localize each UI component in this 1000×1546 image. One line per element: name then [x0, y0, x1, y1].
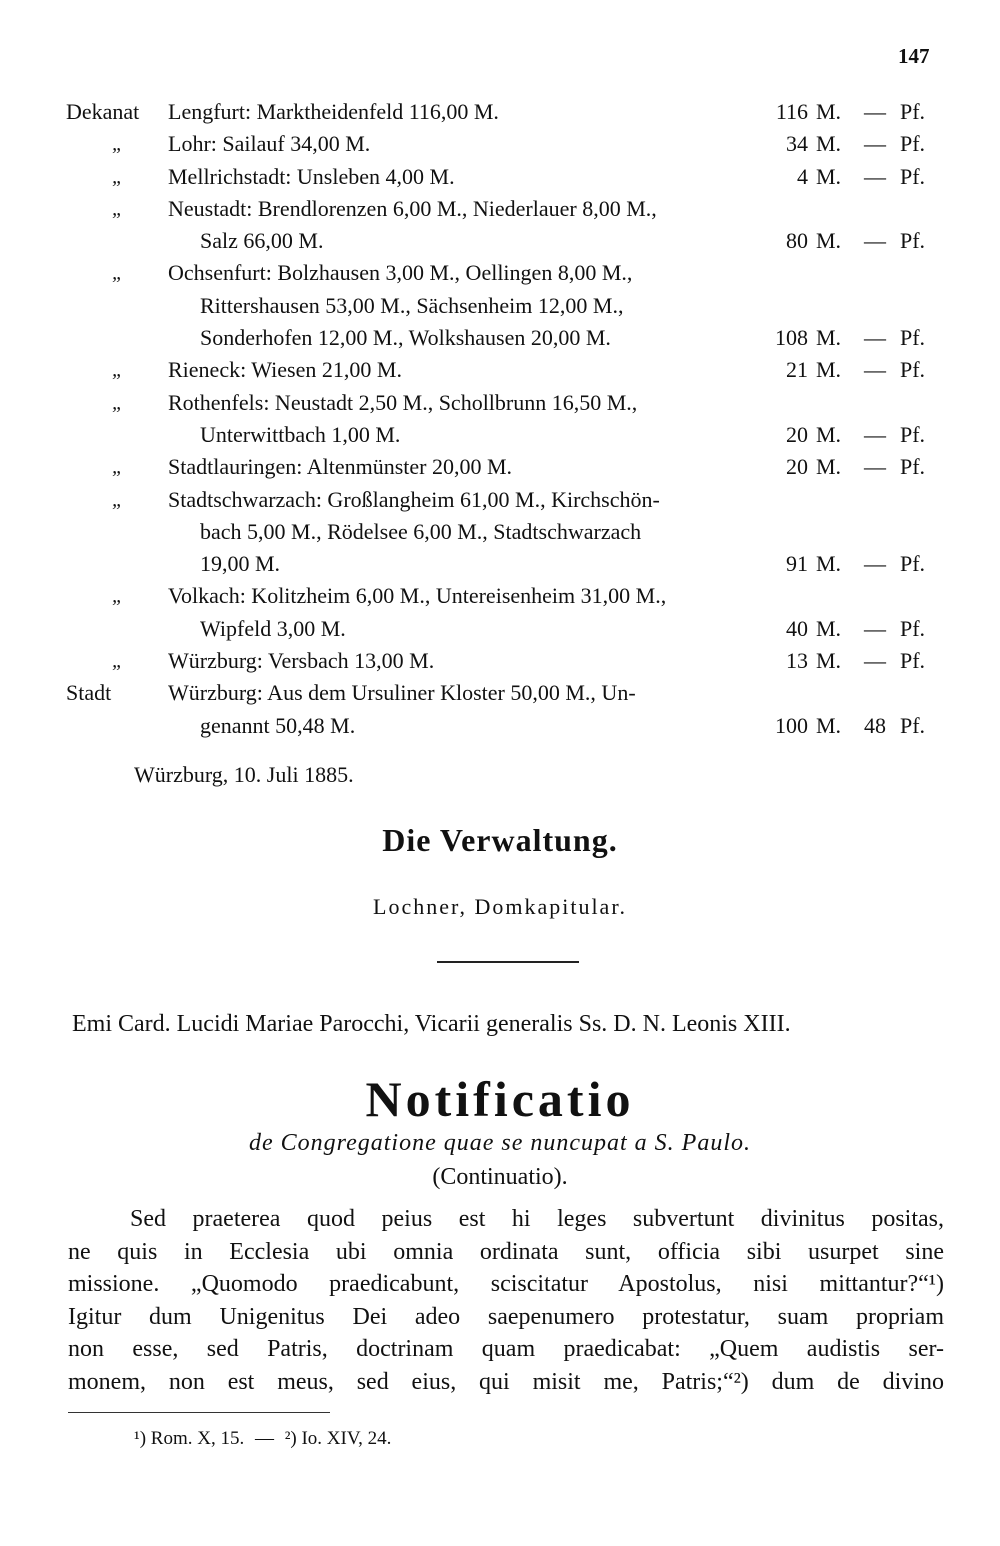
- amount-pfennig-value: —: [864, 163, 886, 189]
- ledger-row: [0, 387, 1000, 419]
- amount-number: 80: [786, 228, 808, 254]
- ledger-text: Mellrichstadt: Unsleben 4,00 M.: [168, 163, 455, 189]
- amount-unit: M.: [816, 551, 842, 577]
- notificatio-title: Notificatio: [365, 1071, 635, 1127]
- ledger-text: Rittershausen 53,00 M., Sächsenheim 12,00 M.,: [200, 292, 624, 318]
- body-line: non esse, sed Patris, doctrinam quam praedicabat: „Quem audistis ser-: [68, 1336, 944, 1362]
- ledger-amount: [768, 96, 946, 128]
- ledger-text: Lengfurt: Marktheidenfeld 116,00 M.: [168, 99, 499, 124]
- amount-pfennig-value: —: [864, 615, 886, 641]
- amount-pfennig-value: —: [864, 228, 886, 254]
- amount-pfennig-unit: Pf.: [900, 99, 926, 124]
- ledger-amount: [768, 613, 946, 645]
- amount-pfennig-value: —: [864, 421, 886, 447]
- ledger-text: Ochsenfurt: Bolzhausen 3,00 M., Oellingen 8,00 M.,: [168, 260, 633, 286]
- ledger-text: Volkach: Kolitzheim 6,00 M., Untereisenheim 31,00 M.,: [168, 583, 667, 609]
- ledger-text: Stadtlauringen: Altenmünster 20,00 M.: [168, 454, 513, 480]
- body-line: Igitur dum Unigenitus Dei adeo saepenumero protestatur, suam propriam: [68, 1303, 944, 1330]
- amount-unit: M.: [816, 131, 842, 157]
- ledger-row: [0, 677, 1000, 709]
- body-line: ne quis in Ecclesia ubi omnia ordinata sunt, officia sibi usurpet sine: [68, 1238, 944, 1265]
- ledger-prefix: Stadt: [66, 680, 112, 706]
- amount-unit: M.: [816, 712, 842, 738]
- footnote-rule: [68, 1412, 330, 1413]
- body-line: monem, non est meus, sed eius, qui misit me, Patris;“²) dum de divino: [68, 1368, 944, 1395]
- ledger-amount: [768, 354, 946, 386]
- body-line: Sed praeterea quod peius est hi leges subvertunt divinitus positas,: [130, 1206, 944, 1232]
- amount-pfennig-value: —: [864, 648, 886, 674]
- ledger-amount: [768, 710, 946, 742]
- amount-pfennig-unit: Pf.: [900, 357, 926, 383]
- amount-unit: M.: [816, 325, 842, 351]
- ledger-row: [0, 516, 1000, 548]
- amount-pfennig-value: —: [864, 357, 886, 383]
- ledger-row: [0, 257, 1000, 289]
- ledger-amount: [768, 451, 946, 483]
- footnotes: [134, 1428, 391, 1450]
- ditto-mark: „: [112, 165, 124, 188]
- ledger-text: 19,00 M.: [200, 551, 281, 577]
- notificatio-body: [68, 1203, 944, 1398]
- amount-pfennig-unit: Pf.: [900, 325, 926, 351]
- amount-number: 20: [786, 454, 808, 480]
- amount-pfennig-value: —: [864, 325, 886, 351]
- ditto-mark: „: [112, 650, 124, 673]
- ledger-text: Würzburg: Aus dem Ursuliner Kloster 50,00 M., Un-: [168, 680, 636, 706]
- ledger-row: [0, 96, 1000, 128]
- amount-pfennig-value: 48: [864, 712, 886, 738]
- ledger-amount: [768, 225, 946, 257]
- notificatio-heading: Emi Card. Lucidi Mariae Parocchi, Vicarii generalis Ss. D. N. Leonis XIII.: [72, 1011, 791, 1037]
- ditto-mark: „: [112, 359, 124, 382]
- ledger-text: Neustadt: Brendlorenzen 6,00 M., Niederlauer 8,00 M.,: [168, 195, 657, 221]
- amount-unit: M.: [816, 357, 842, 383]
- ledger-row: [0, 290, 1000, 322]
- amount-pfennig-unit: Pf.: [900, 454, 926, 480]
- ledger-row: [0, 161, 1000, 193]
- ledger-row: [0, 128, 1000, 160]
- ledger-amount: [768, 548, 946, 580]
- ledger-row: [0, 710, 1000, 742]
- ledger-row: [0, 613, 1000, 645]
- ledger-amount: [768, 322, 946, 354]
- amount-number: 20: [786, 421, 808, 447]
- ledger-prefix: Dekanat: [66, 99, 140, 124]
- footnote-2: ²) Io. XIV, 24.: [284, 1428, 392, 1449]
- ledger-text: Wipfeld 3,00 M.: [200, 615, 346, 641]
- ditto-mark: „: [112, 133, 124, 156]
- amount-pfennig-unit: Pf.: [900, 712, 926, 738]
- ditto-mark: „: [112, 488, 124, 511]
- amount-pfennig-unit: Pf.: [900, 421, 926, 447]
- amount-pfennig-unit: Pf.: [900, 228, 926, 254]
- ledger-row: [0, 419, 1000, 451]
- ledger-text: Stadtschwarzach: Großlangheim 61,00 M., Kirchschön-: [168, 486, 660, 512]
- signoff-name: Lochner, Domkapitular.: [373, 894, 627, 919]
- amount-number: 13: [786, 648, 808, 674]
- ledger-amount: [768, 128, 946, 160]
- ditto-mark: „: [112, 391, 124, 414]
- amount-unit: M.: [816, 648, 842, 674]
- ledger-amount: [768, 419, 946, 451]
- ledger-row: [0, 548, 1000, 580]
- amount-pfennig-value: —: [864, 551, 886, 577]
- ledger-text: Sonderhofen 12,00 M., Wolkshausen 20,00 M.: [200, 325, 611, 351]
- place-date: Würzburg, 10. Juli 1885.: [134, 762, 354, 787]
- ledger-row: [0, 322, 1000, 354]
- amount-number: 21: [786, 357, 808, 383]
- ditto-mark: „: [112, 456, 124, 479]
- ledger-row: [0, 193, 1000, 225]
- amount-pfennig-value: —: [864, 99, 886, 124]
- ledger-text: Salz 66,00 M.: [200, 228, 324, 254]
- page-number: 147: [898, 44, 930, 68]
- ledger-text: genannt 50,48 M.: [200, 712, 356, 738]
- amount-pfennig-value: —: [864, 454, 886, 480]
- section-divider: [437, 961, 579, 963]
- ditto-mark: „: [112, 585, 124, 608]
- amount-unit: M.: [816, 228, 842, 254]
- amount-pfennig-unit: Pf.: [900, 648, 926, 674]
- ledger-amount: [768, 645, 946, 677]
- ledger-row: [0, 451, 1000, 483]
- amount-unit: M.: [816, 454, 842, 480]
- ledger-text: Rieneck: Wiesen 21,00 M.: [168, 357, 402, 383]
- amount-unit: M.: [816, 615, 842, 641]
- ditto-mark: „: [112, 262, 124, 285]
- footnote-separator: —: [254, 1428, 274, 1449]
- signoff-organization: Die Verwaltung.: [382, 822, 618, 858]
- ledger-text: Rothenfels: Neustadt 2,50 M., Schollbrunn 16,50 M.,: [168, 389, 638, 415]
- ledger-text: Unterwittbach 1,00 M.: [200, 421, 401, 447]
- body-line: missione. „Quomodo praedicabunt, sciscitatur Apostolus, nisi mittantur?“¹): [68, 1271, 944, 1297]
- amount-number: 4: [797, 163, 808, 189]
- notificatio-subtitle: de Congregatione quae se nuncupat a S. Paulo.: [248, 1130, 752, 1156]
- amount-pfennig-unit: Pf.: [900, 163, 926, 189]
- amount-pfennig-unit: Pf.: [900, 615, 926, 641]
- amount-pfennig-unit: Pf.: [900, 131, 926, 157]
- ledger-row: [0, 484, 1000, 516]
- amount-pfennig-value: —: [864, 131, 886, 157]
- amount-unit: M.: [816, 163, 842, 189]
- amount-number: 34: [786, 131, 808, 157]
- ledger-row: [0, 225, 1000, 257]
- ledger-amount: [768, 161, 946, 193]
- amount-number: 116: [775, 99, 808, 124]
- amount-number: 40: [786, 615, 808, 641]
- amount-unit: M.: [816, 99, 842, 124]
- ledger-text: Lohr: Sailauf 34,00 M.: [168, 131, 371, 157]
- amount-pfennig-unit: Pf.: [900, 551, 926, 577]
- amount-number: 108: [775, 325, 808, 351]
- amount-number: 100: [775, 712, 808, 738]
- ditto-mark: „: [112, 197, 124, 220]
- ledger-row: [0, 645, 1000, 677]
- ledger-row: [0, 580, 1000, 612]
- ledger-row: [0, 354, 1000, 386]
- footnote-1: ¹) Rom. X, 15.: [134, 1428, 245, 1449]
- notificatio-continuatio: (Continuatio).: [432, 1164, 568, 1190]
- ledger-text: bach 5,00 M., Rödelsee 6,00 M., Stadtschwarzach: [200, 518, 642, 544]
- donation-ledger: [0, 96, 1000, 742]
- amount-unit: M.: [816, 421, 842, 447]
- ledger-text: Würzburg: Versbach 13,00 M.: [168, 648, 435, 674]
- amount-number: 91: [786, 551, 808, 577]
